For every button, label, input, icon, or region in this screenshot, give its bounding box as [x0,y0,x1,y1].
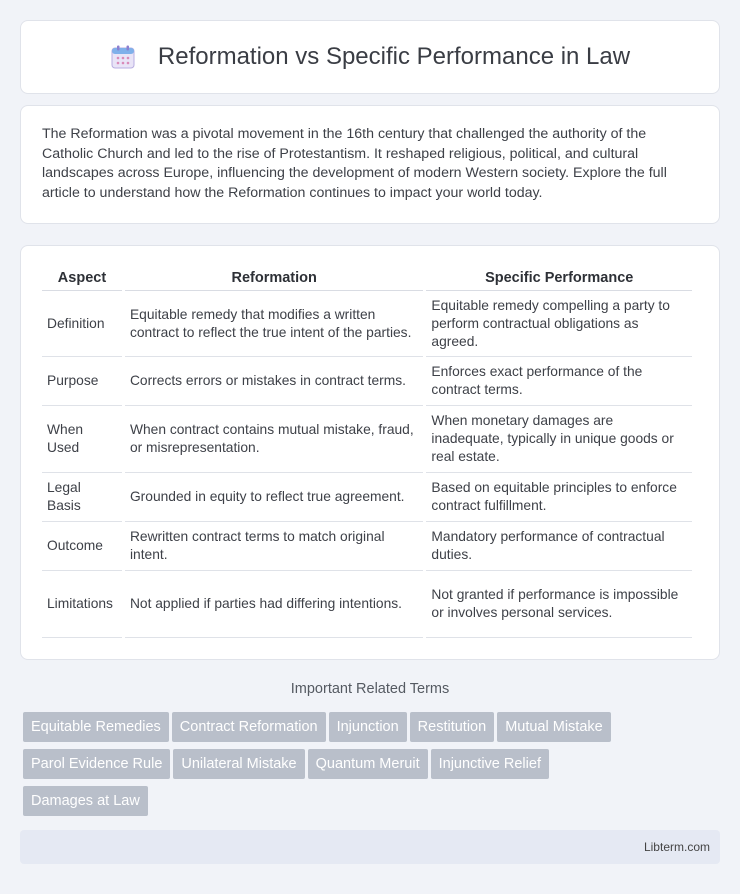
row-specific-performance: Based on equitable principles to enforce contract fulfillment. [426,473,692,522]
row-specific-performance: Enforces exact performance of the contract terms. [426,357,692,406]
table-row [42,571,692,638]
row-reformation: Grounded in equity to reflect true agreement. [125,473,423,522]
related-term-tag[interactable]: Mutual Mistake [497,712,611,742]
related-term-tag[interactable]: Quantum Meruit [308,749,428,779]
table-row [42,522,692,571]
table-header-row [42,266,692,291]
column-header-aspect: Aspect [42,266,122,291]
row-aspect: Legal Basis [42,473,122,522]
row-specific-performance: Not granted if performance is impossible or involves personal services. [426,571,692,638]
intro-card [20,105,720,224]
footer [20,830,720,864]
related-term-tag[interactable]: Unilateral Mistake [173,749,304,779]
related-term-tag[interactable]: Restitution [410,712,495,742]
row-specific-performance: When monetary damages are inadequate, typically in unique goods or real estate. [426,406,692,473]
row-reformation: Not applied if parties had differing intentions. [125,571,423,638]
row-aspect: Outcome [42,522,122,571]
related-term-tag[interactable]: Parol Evidence Rule [23,749,170,779]
column-header-reformation: Reformation [125,266,423,291]
related-terms-title: Important Related Terms [290,681,450,697]
table-row [42,473,692,522]
related-term-tag[interactable]: Injunctive Relief [431,749,549,779]
related-term-tag[interactable]: Contract Reformation [172,712,326,742]
row-reformation: Corrects errors or mistakes in contract terms. [125,357,423,406]
row-reformation: Rewritten contract terms to match original intent. [125,522,423,571]
related-term-tag[interactable]: Equitable Remedies [23,712,169,742]
table-row [42,291,692,357]
related-term-tag[interactable]: Injunction [329,712,407,742]
related-terms-list [23,712,723,823]
table-row [42,357,692,406]
row-aspect: Limitations [42,571,122,638]
title-card [20,20,720,94]
comparison-table [39,266,695,638]
row-aspect: Definition [42,291,122,357]
page-title: Reformation vs Specific Performance in Law [157,43,631,70]
footer-site-link[interactable]: Libterm.com [643,840,710,854]
row-specific-performance: Mandatory performance of contractual duties. [426,522,692,571]
comparison-card [20,245,720,660]
related-term-tag[interactable]: Damages at Law [23,786,148,816]
row-reformation: When contract contains mutual mistake, fraud, or misrepresentation. [125,406,423,473]
table-row [42,406,692,473]
row-specific-performance: Equitable remedy compelling a party to perform contractual obligations as agreed. [426,291,692,357]
intro-text: The Reformation was a pivotal movement in the 16th century that challenged the authority of the Catholic Church and led to the rise of Protestantism. It reshaped religious, political, and cultural landscapes across Europe, influencing the development of modern Western society. Explore the full article to understand how the Reformation continues to impact your world today. [42,126,667,201]
calendar-icon [110,44,136,70]
row-aspect: Purpose [42,357,122,406]
row-aspect: When Used [42,406,122,473]
row-reformation: Equitable remedy that modifies a written contract to reflect the true intent of the parties. [125,291,423,357]
column-header-specific-performance: Specific Performance [426,266,692,291]
